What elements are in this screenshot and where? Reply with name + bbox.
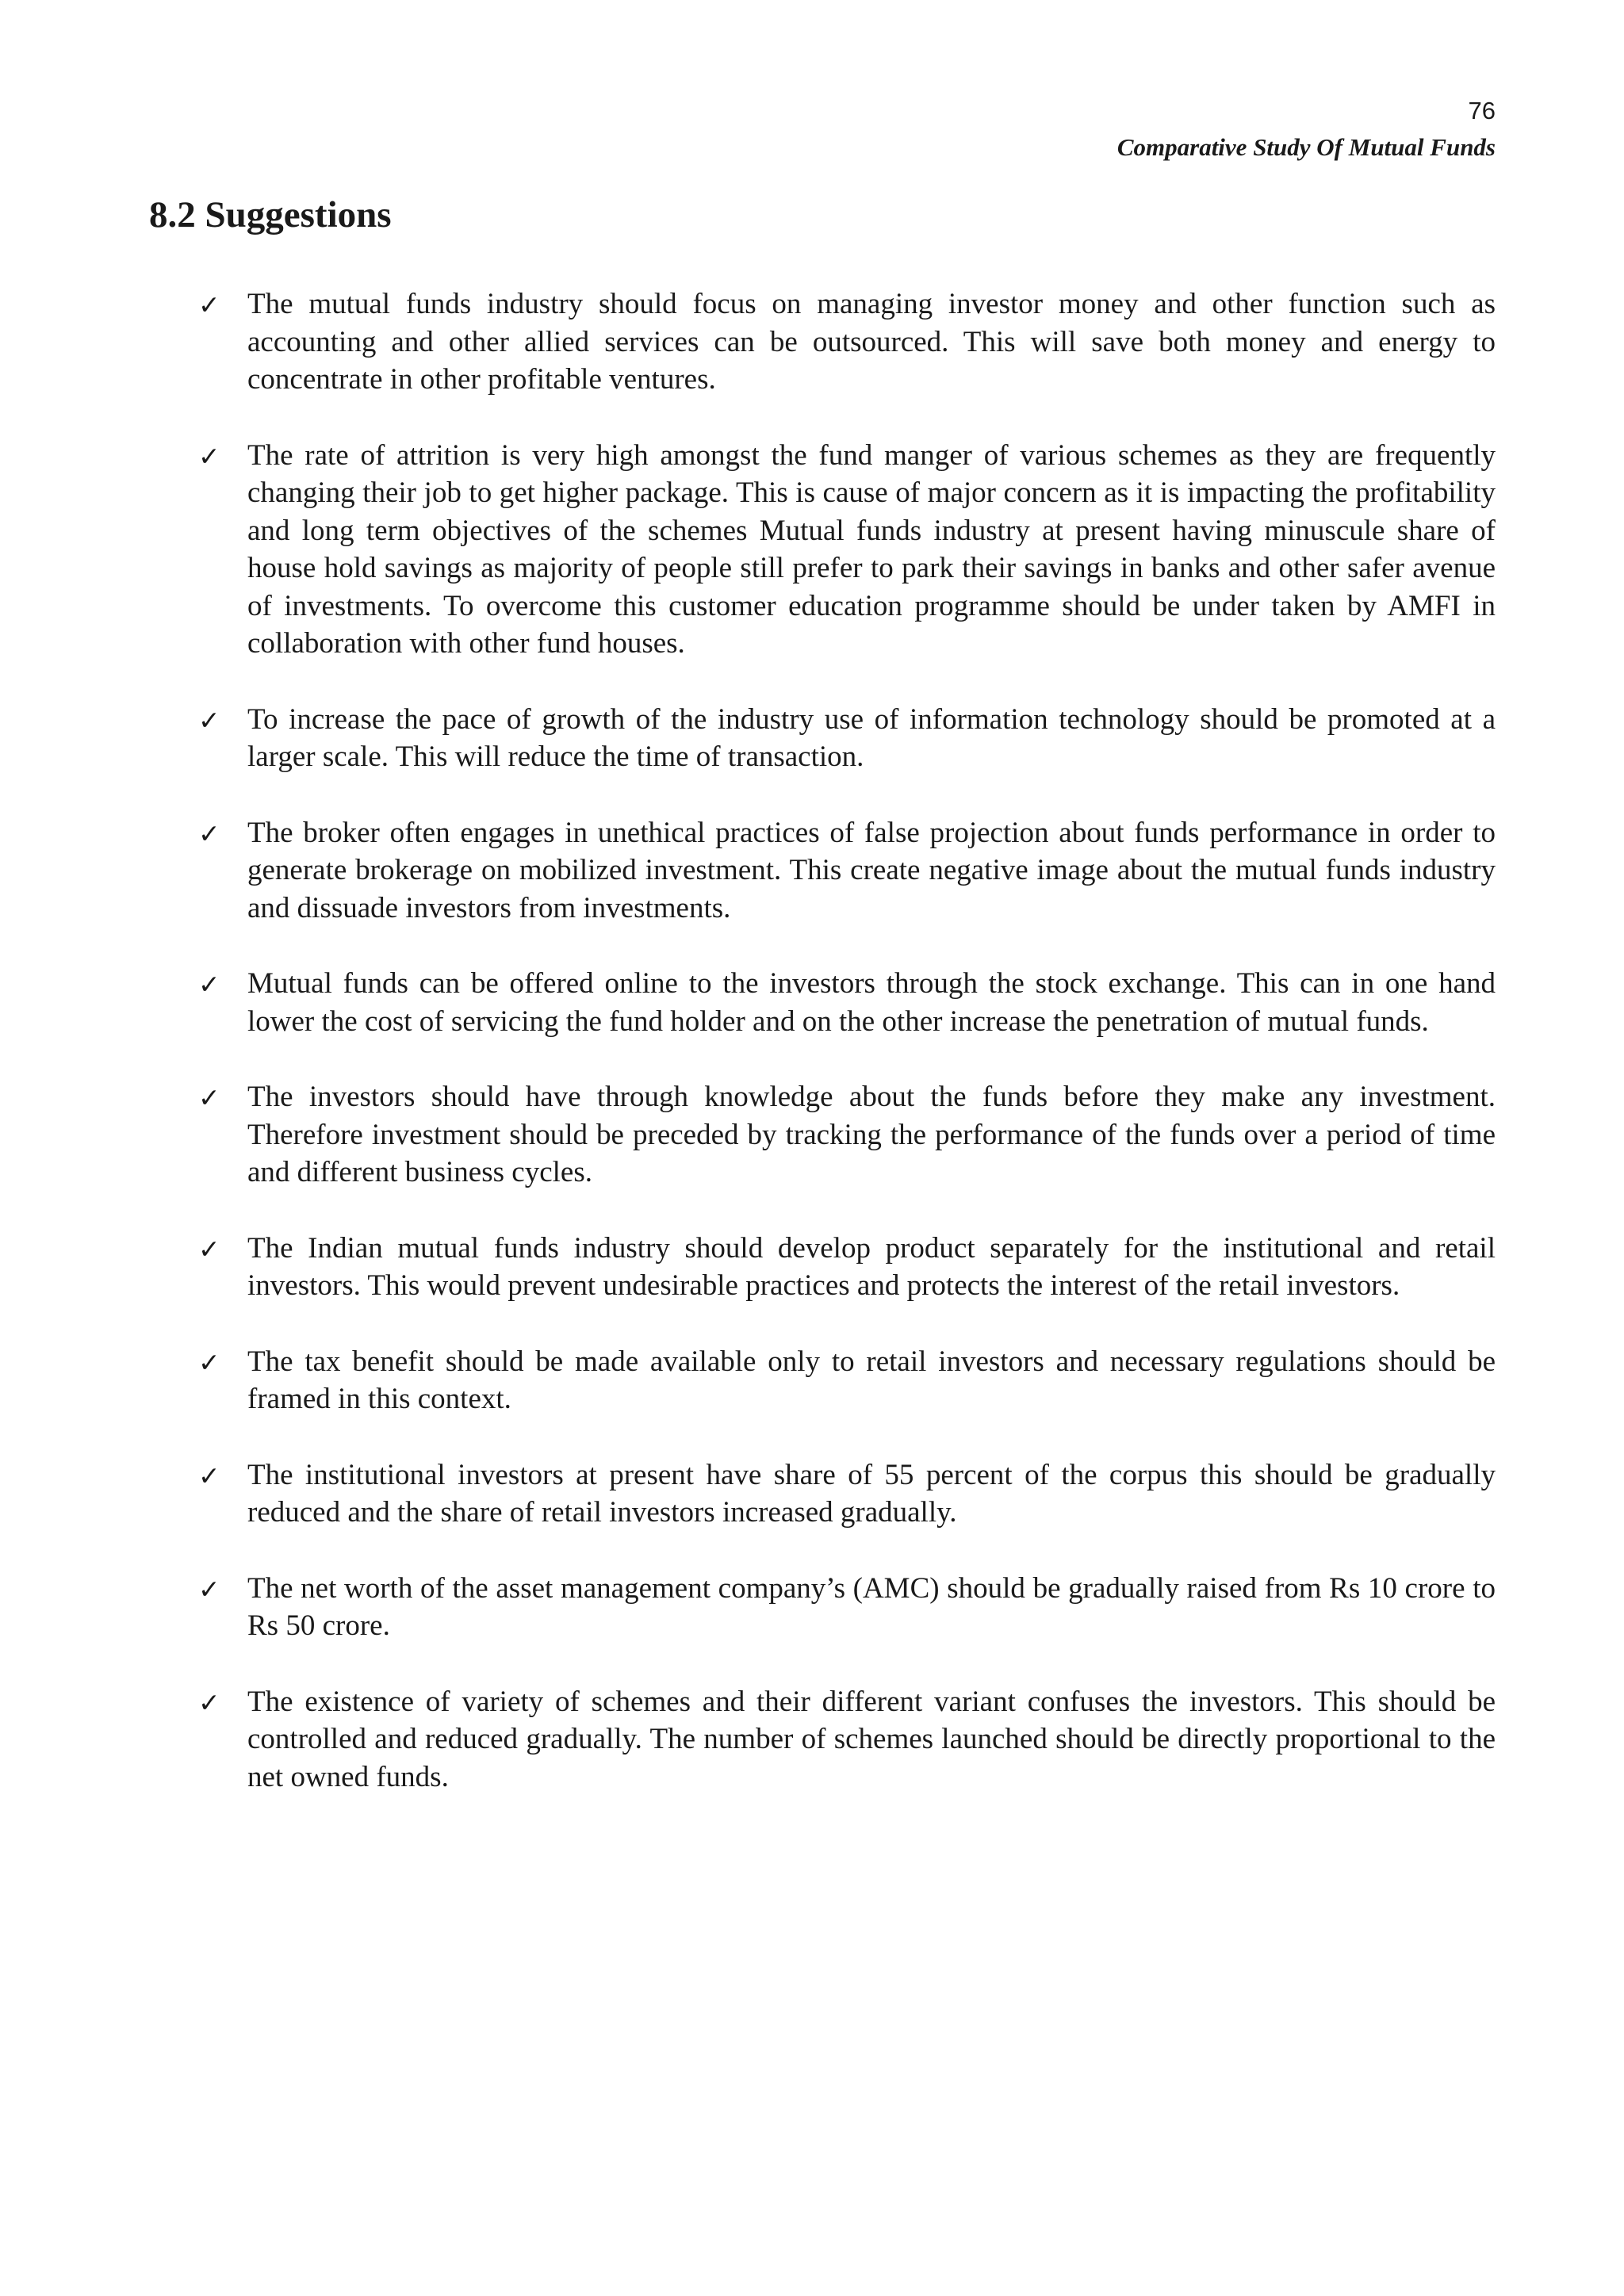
suggestion-item <box>198 701 1496 776</box>
suggestion-text: The tax benefit should be made available only to retail investors and necessary regulations should be framed in this context. <box>247 1345 1496 1415</box>
suggestion-item <box>198 1570 1496 1645</box>
suggestion-item <box>198 1683 1496 1797</box>
suggestion-text: The net worth of the asset management company’s (AMC) should be gradually raised from Rs 10 crore to Rs 50 crore. <box>247 1571 1496 1642</box>
suggestion-item <box>198 1456 1496 1532</box>
section-title: 8.2 Suggestions <box>149 194 392 235</box>
suggestion-text: The broker often engages in unethical practices of false projection about funds performance in order to generate brokerage on mobilized investment. This create negative image about the mutual funds industry and dissuade investors from investments. <box>247 816 1496 924</box>
running-header: Comparative Study Of Mutual Funds <box>1116 133 1496 161</box>
suggestion-item <box>198 1343 1496 1418</box>
checkmark-icon: ✓ <box>198 1233 220 1265</box>
suggestion-text: The Indian mutual funds industry should develop product separately for the institutional and retail investors. This would prevent undesirable practices and protects the interest of the retail investors. <box>247 1231 1496 1302</box>
checkmark-icon: ✓ <box>198 1082 220 1113</box>
suggestion-text: The existence of variety of schemes and their different variant confuses the investors. This should be controlled and reduced gradually. The number of schemes launched should be directly proportional to the net owned funds. <box>247 1685 1496 1793</box>
suggestion-item <box>198 965 1496 1040</box>
checkmark-icon: ✓ <box>198 289 220 320</box>
suggestion-item <box>198 285 1496 399</box>
checkmark-icon: ✓ <box>198 1460 220 1491</box>
suggestion-text: The investors should have through knowledge about the funds before they make any investment. Therefore investment should be preceded by tracking the performance of the funds over a period of time and different business cycles. <box>247 1081 1496 1188</box>
checkmark-icon: ✓ <box>198 1686 220 1718</box>
suggestion-text: Mutual funds can be offered online to the investors through the stock exchange. This can in one hand lower the cost of servicing the fund holder and on the other increase the penetration of mutual funds. <box>247 967 1496 1038</box>
suggestion-item <box>198 437 1496 663</box>
checkmark-icon: ✓ <box>198 440 220 472</box>
suggestions-list <box>0 285 1624 1834</box>
suggestion-item <box>198 1078 1496 1192</box>
suggestion-text: The mutual funds industry should focus on managing investor money and other function such as accounting and other allied services can be outsourced. This will save both money and energy to concentrate in other profitable ventures. <box>247 288 1496 396</box>
suggestion-text: The rate of attrition is very high amongst the fund manger of various schemes as they are frequently changing their job to get higher package. This is cause of major concern as it is impacting the profitability and long term objectives of the schemes Mutual funds industry at present having minuscule share of house hold savings as majority of people still prefer to park their savings in banks and other safer avenue of investments. To overcome this customer education programme should be under taken by AMFI in collaboration with other fund houses. <box>247 438 1496 660</box>
suggestion-item <box>198 1230 1496 1305</box>
checkmark-icon: ✓ <box>198 1346 220 1378</box>
suggestion-text: To increase the pace of growth of the industry use of information technology should be promoted at a larger scale. This will reduce the time of transaction. <box>247 702 1496 773</box>
suggestion-item <box>198 814 1496 928</box>
page-number: 76 <box>1468 97 1496 124</box>
checkmark-icon: ✓ <box>198 817 220 849</box>
suggestion-text: The institutional investors at present have share of 55 percent of the corpus this should be gradually reduced and the share of retail investors increased gradually. <box>247 1458 1496 1529</box>
checkmark-icon: ✓ <box>198 704 220 736</box>
checkmark-icon: ✓ <box>198 969 220 1000</box>
checkmark-icon: ✓ <box>198 1573 220 1605</box>
